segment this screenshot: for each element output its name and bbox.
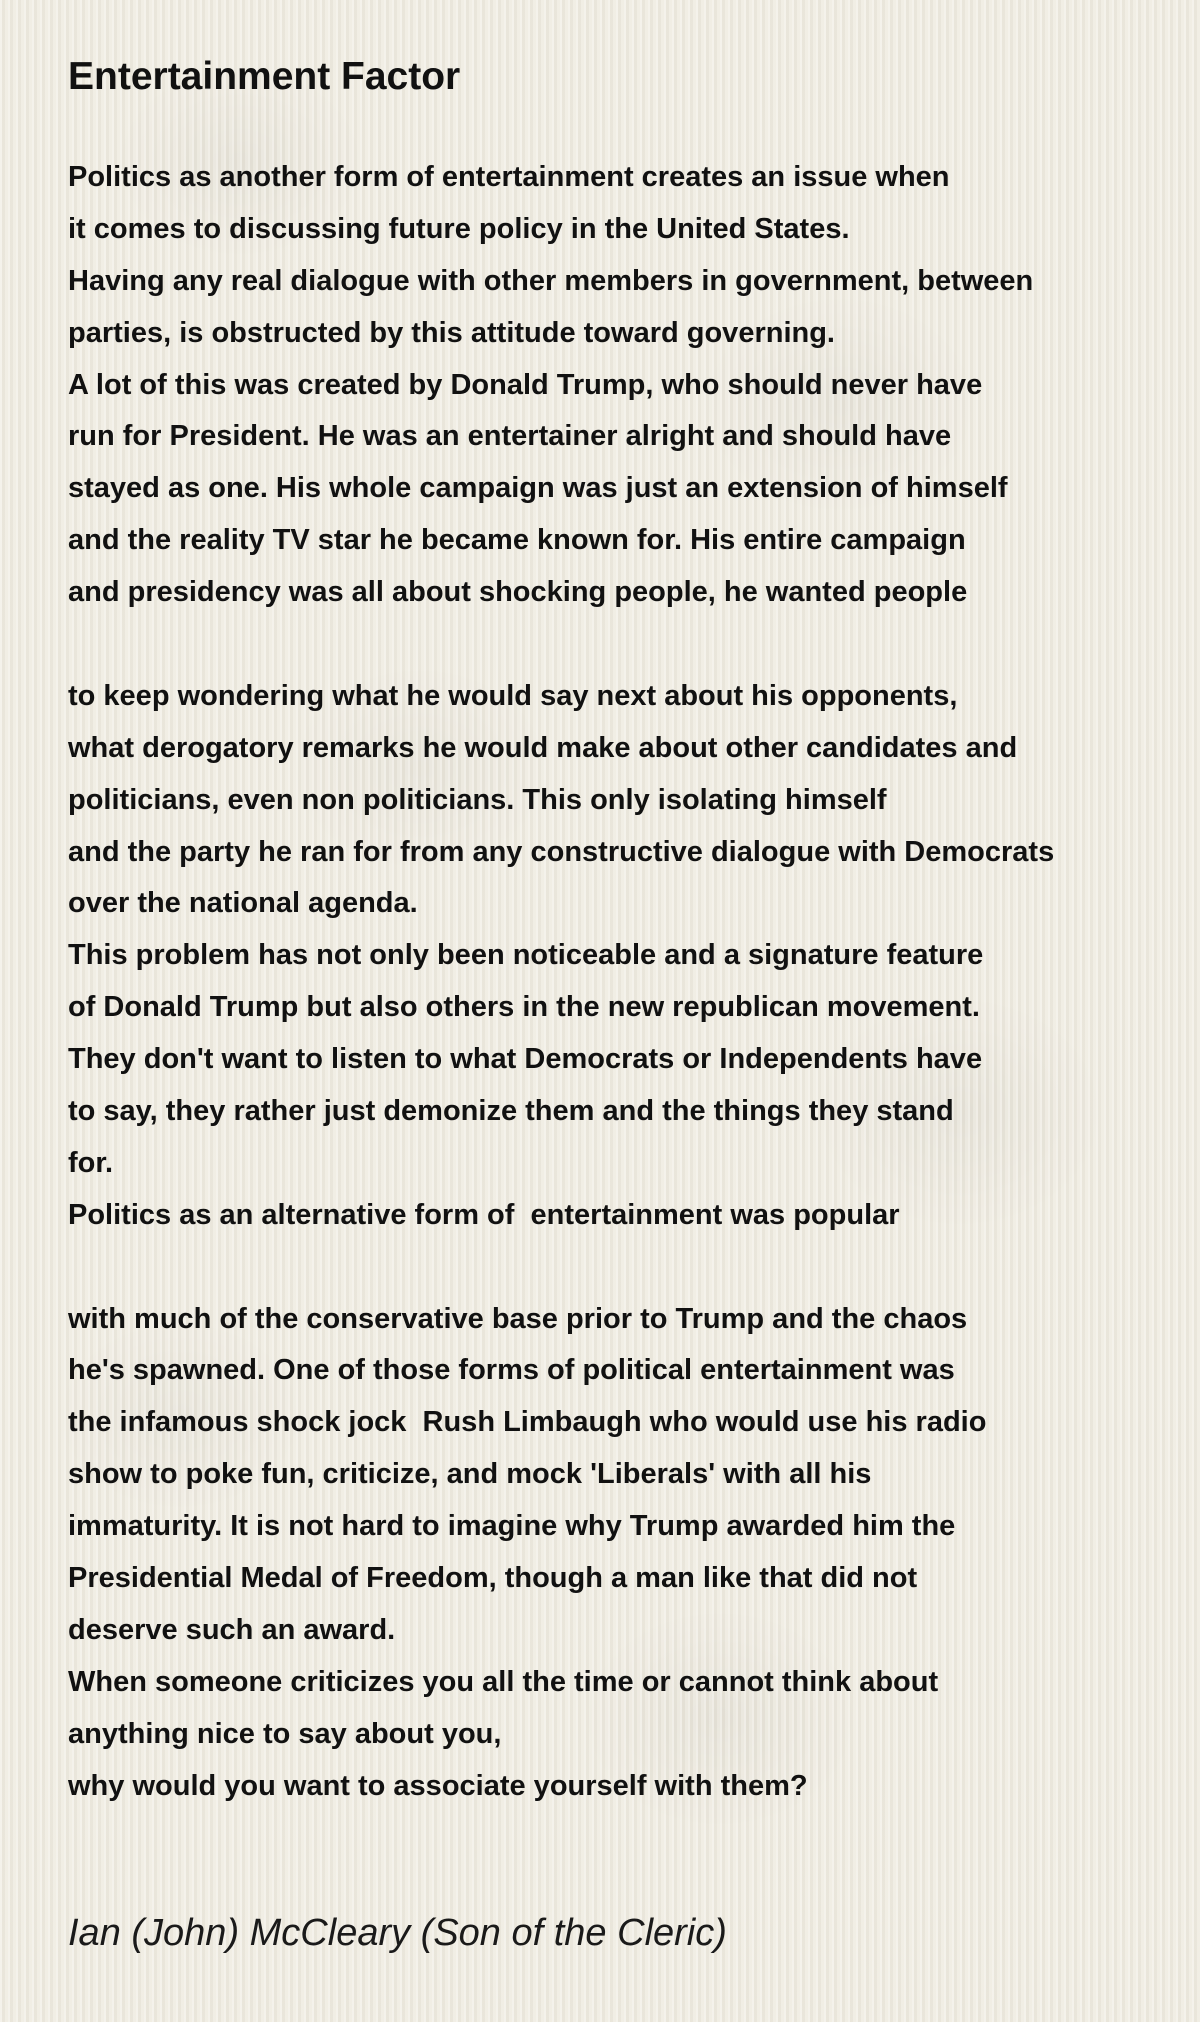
poem-line: Politics as another form of entertainment creates an issue when	[68, 161, 950, 193]
poem-line: run for President. He was an entertainer alright and should have	[68, 420, 952, 453]
poem-line: immaturity. It is not hard to imagine why Trump awarded him the	[68, 1510, 956, 1543]
poem-line: what derogatory remarks he would make about other candidates and	[68, 731, 1018, 764]
poem-line: over the national agenda.	[68, 887, 418, 920]
poem-line-blank	[68, 619, 1178, 671]
poem-line: he's spawned. One of those forms of political entertainment was	[68, 1354, 955, 1387]
poem-author: Ian (John) McCleary (Son of the Cleric)	[68, 1912, 727, 1954]
poem-line: for.	[68, 1146, 114, 1179]
poem-line: show to poke fun, criticize, and mock 'Liberals' with all his	[68, 1458, 872, 1491]
poem-line: with much of the conservative base prior to Trump and the chaos	[68, 1302, 968, 1335]
poem-line: anything nice to say about you,	[68, 1717, 502, 1750]
poem-line-blank	[68, 1242, 1178, 1294]
poem-title: Entertainment Factor	[68, 55, 461, 98]
poem-line: This problem has not only been noticeable and a signature feature	[68, 939, 984, 972]
poem-line: why would you want to associate yourself with them?	[68, 1769, 808, 1802]
poem-line: and the reality TV star he became known for. His entire campaign	[68, 524, 966, 557]
poem-line: A lot of this was created by Donald Trump, who should never have	[68, 368, 983, 401]
poem-line: Having any real dialogue with other members in government, between	[68, 264, 1034, 297]
poem-line: stayed as one. His whole campaign was just an extension of himself	[68, 472, 1008, 505]
poem-line: the infamous shock jock Rush Limbaugh who would use his radio	[68, 1406, 987, 1439]
poem-line: parties, is obstructed by this attitude toward governing.	[68, 316, 835, 349]
poem-line: to say, they rather just demonize them and the things they stand	[68, 1095, 954, 1128]
poem-line: politicians, even non politicians. This only isolating himself	[68, 783, 887, 816]
poem-line: and presidency was all about shocking people, he wanted people	[68, 576, 968, 609]
poem-line: They don't want to listen to what Democrats or Independents have	[68, 1043, 983, 1076]
poem-line: of Donald Trump but also others in the new republican movement.	[68, 991, 980, 1024]
poem-line: Politics as an alternative form of entertainment was popular	[68, 1198, 900, 1231]
poem-line: and the party he ran for from any constructive dialogue with Democrats	[68, 835, 1055, 868]
poem-line: it comes to discussing future policy in the United States.	[68, 212, 850, 245]
poem-line: deserve such an award.	[68, 1613, 396, 1646]
poem-line: When someone criticizes you all the time or cannot think about	[68, 1665, 939, 1698]
poem-body	[68, 152, 1178, 1813]
poem-line: Presidential Medal of Freedom, though a man like that did not	[68, 1562, 918, 1595]
poem-container	[68, 50, 1178, 1813]
poem-line: to keep wondering what he would say next about his opponents,	[68, 679, 958, 712]
